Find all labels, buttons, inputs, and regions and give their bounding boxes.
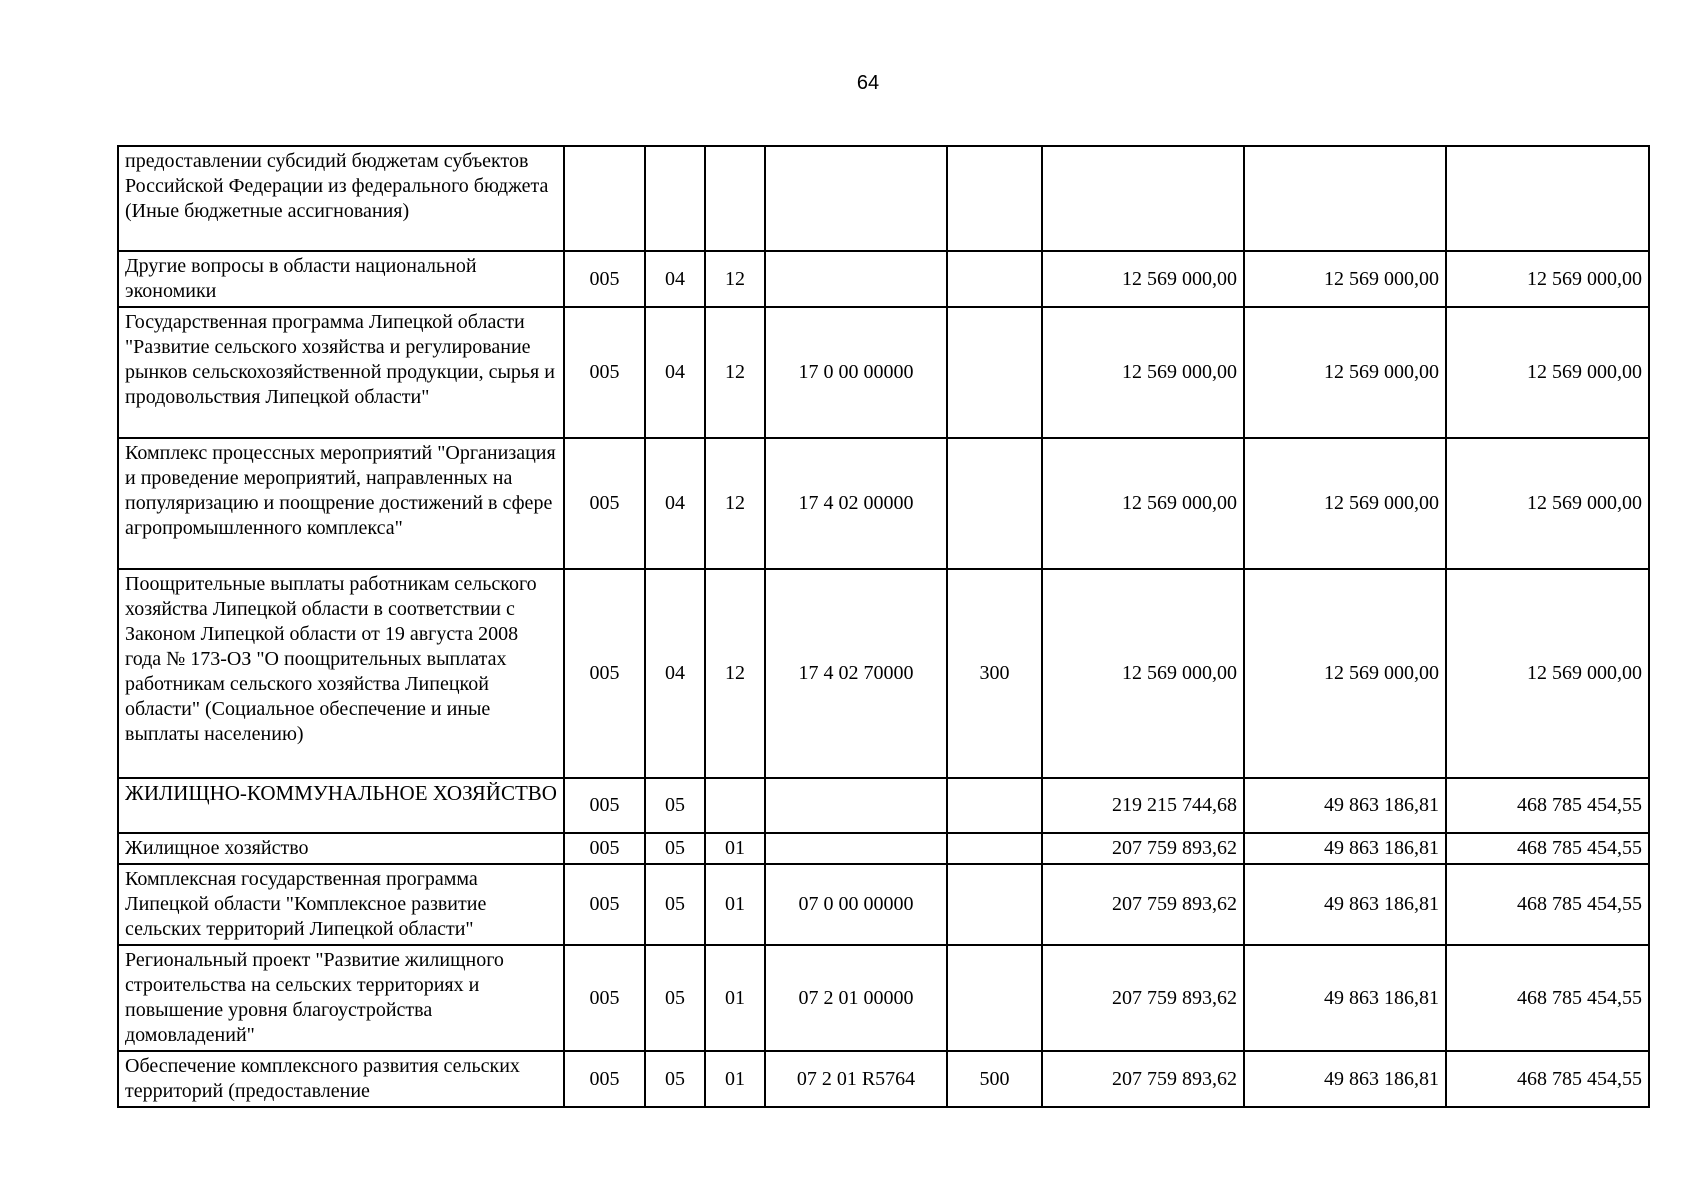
cell-sum-3: 12 569 000,00 xyxy=(1446,569,1649,778)
cell-csr: 07 2 01 R5764 xyxy=(765,1051,947,1107)
cell-pr: 01 xyxy=(705,945,765,1051)
cell-ved xyxy=(564,146,645,251)
cell-sum-3: 468 785 454,55 xyxy=(1446,833,1649,864)
cell-sum-2: 12 569 000,00 xyxy=(1244,569,1446,778)
cell-sum-3: 468 785 454,55 xyxy=(1446,778,1649,833)
table-row xyxy=(118,438,1649,569)
cell-sum-3: 468 785 454,55 xyxy=(1446,945,1649,1051)
cell-vr: 300 xyxy=(947,569,1042,778)
cell-sum-2: 49 863 186,81 xyxy=(1244,833,1446,864)
cell-sum-1: 207 759 893,62 xyxy=(1042,1051,1244,1107)
cell-vr xyxy=(947,251,1042,307)
cell-name: Другие вопросы в области национальной экономики xyxy=(118,251,564,307)
cell-rz: 05 xyxy=(645,833,705,864)
cell-rz: 05 xyxy=(645,945,705,1051)
cell-csr: 07 0 00 00000 xyxy=(765,864,947,945)
cell-sum-1: 12 569 000,00 xyxy=(1042,251,1244,307)
cell-pr: 12 xyxy=(705,569,765,778)
cell-rz xyxy=(645,146,705,251)
cell-vr xyxy=(947,438,1042,569)
cell-rz: 04 xyxy=(645,307,705,438)
cell-vr xyxy=(947,833,1042,864)
cell-ved: 005 xyxy=(564,864,645,945)
cell-pr xyxy=(705,146,765,251)
cell-sum-2: 12 569 000,00 xyxy=(1244,438,1446,569)
cell-sum-3: 12 569 000,00 xyxy=(1446,307,1649,438)
cell-csr xyxy=(765,146,947,251)
cell-sum-2: 49 863 186,81 xyxy=(1244,864,1446,945)
cell-sum-3 xyxy=(1446,146,1649,251)
cell-sum-2: 12 569 000,00 xyxy=(1244,251,1446,307)
cell-rz: 05 xyxy=(645,864,705,945)
cell-rz: 05 xyxy=(645,778,705,833)
cell-name: ЖИЛИЩНО-КОММУНАЛЬНОЕ ХОЗЯЙСТВО xyxy=(118,778,564,833)
table-row xyxy=(118,864,1649,945)
cell-pr: 12 xyxy=(705,438,765,569)
cell-vr xyxy=(947,945,1042,1051)
table-row xyxy=(118,146,1649,251)
cell-csr: 17 4 02 00000 xyxy=(765,438,947,569)
cell-pr: 12 xyxy=(705,251,765,307)
cell-csr: 17 4 02 70000 xyxy=(765,569,947,778)
cell-name: Комплекс процессных мероприятий "Организация и проведение мероприятий, направленных на популяризацию и поощрение достижений в сфере агропромышленного комплекса" xyxy=(118,438,564,569)
table-row xyxy=(118,1051,1649,1107)
cell-sum-3: 468 785 454,55 xyxy=(1446,864,1649,945)
cell-csr: 17 0 00 00000 xyxy=(765,307,947,438)
cell-name: Региональный проект "Развитие жилищного строительства на сельских территориях и повышение уровня благоустройства домовладений" xyxy=(118,945,564,1051)
cell-name: Комплексная государственная программа Липецкой области "Комплексное развитие сельских территорий Липецкой области" xyxy=(118,864,564,945)
cell-ved: 005 xyxy=(564,569,645,778)
cell-ved: 005 xyxy=(564,833,645,864)
cell-ved: 005 xyxy=(564,307,645,438)
cell-name: предоставлении субсидий бюджетам субъектов Российской Федерации из федерального бюджета (Иные бюджетные ассигнования) xyxy=(118,146,564,251)
cell-sum-2: 49 863 186,81 xyxy=(1244,945,1446,1051)
cell-sum-3: 12 569 000,00 xyxy=(1446,438,1649,569)
cell-csr xyxy=(765,778,947,833)
page-number: 64 xyxy=(856,72,880,94)
cell-sum-2 xyxy=(1244,146,1446,251)
cell-pr xyxy=(705,778,765,833)
cell-pr: 12 xyxy=(705,307,765,438)
cell-sum-1: 12 569 000,00 xyxy=(1042,307,1244,438)
cell-pr: 01 xyxy=(705,833,765,864)
cell-sum-2: 49 863 186,81 xyxy=(1244,1051,1446,1107)
cell-sum-2: 12 569 000,00 xyxy=(1244,307,1446,438)
cell-vr xyxy=(947,778,1042,833)
budget-table xyxy=(117,145,1650,1108)
cell-sum-1: 207 759 893,62 xyxy=(1042,833,1244,864)
cell-ved: 005 xyxy=(564,778,645,833)
table-row xyxy=(118,833,1649,864)
cell-ved: 005 xyxy=(564,251,645,307)
cell-sum-3: 12 569 000,00 xyxy=(1446,251,1649,307)
cell-vr xyxy=(947,146,1042,251)
cell-csr xyxy=(765,833,947,864)
cell-ved: 005 xyxy=(564,438,645,569)
table-row xyxy=(118,307,1649,438)
cell-sum-1: 207 759 893,62 xyxy=(1042,864,1244,945)
cell-sum-1: 207 759 893,62 xyxy=(1042,945,1244,1051)
table-row xyxy=(118,945,1649,1051)
cell-sum-1: 219 215 744,68 xyxy=(1042,778,1244,833)
cell-pr: 01 xyxy=(705,864,765,945)
table-row xyxy=(118,251,1649,307)
cell-rz: 04 xyxy=(645,438,705,569)
cell-sum-1: 12 569 000,00 xyxy=(1042,569,1244,778)
cell-ved: 005 xyxy=(564,945,645,1051)
cell-rz: 04 xyxy=(645,251,705,307)
cell-vr xyxy=(947,307,1042,438)
cell-sum-2: 49 863 186,81 xyxy=(1244,778,1446,833)
cell-csr: 07 2 01 00000 xyxy=(765,945,947,1051)
cell-name: Жилищное хозяйство xyxy=(118,833,564,864)
cell-name: Государственная программа Липецкой области "Развитие сельского хозяйства и регулирование рынков сельскохозяйственной продукции, сырья и продовольствия Липецкой области" xyxy=(118,307,564,438)
cell-name: Поощрительные выплаты работникам сельского хозяйства Липецкой области в соответствии с Законом Липецкой области от 19 августа 2008 года № 173-ОЗ "О поощрительных выплатах работникам сельского хозяйства Липецкой области" (Социальное обеспечение и иные выплаты населению) xyxy=(118,569,564,778)
cell-rz: 05 xyxy=(645,1051,705,1107)
cell-csr xyxy=(765,251,947,307)
cell-rz: 04 xyxy=(645,569,705,778)
cell-sum-1: 12 569 000,00 xyxy=(1042,438,1244,569)
cell-vr: 500 xyxy=(947,1051,1042,1107)
cell-name: Обеспечение комплексного развития сельских территорий (предоставление xyxy=(118,1051,564,1107)
cell-sum-3: 468 785 454,55 xyxy=(1446,1051,1649,1107)
cell-pr: 01 xyxy=(705,1051,765,1107)
cell-ved: 005 xyxy=(564,1051,645,1107)
cell-sum-1 xyxy=(1042,146,1244,251)
cell-vr xyxy=(947,864,1042,945)
table-row xyxy=(118,778,1649,833)
table-row xyxy=(118,569,1649,778)
